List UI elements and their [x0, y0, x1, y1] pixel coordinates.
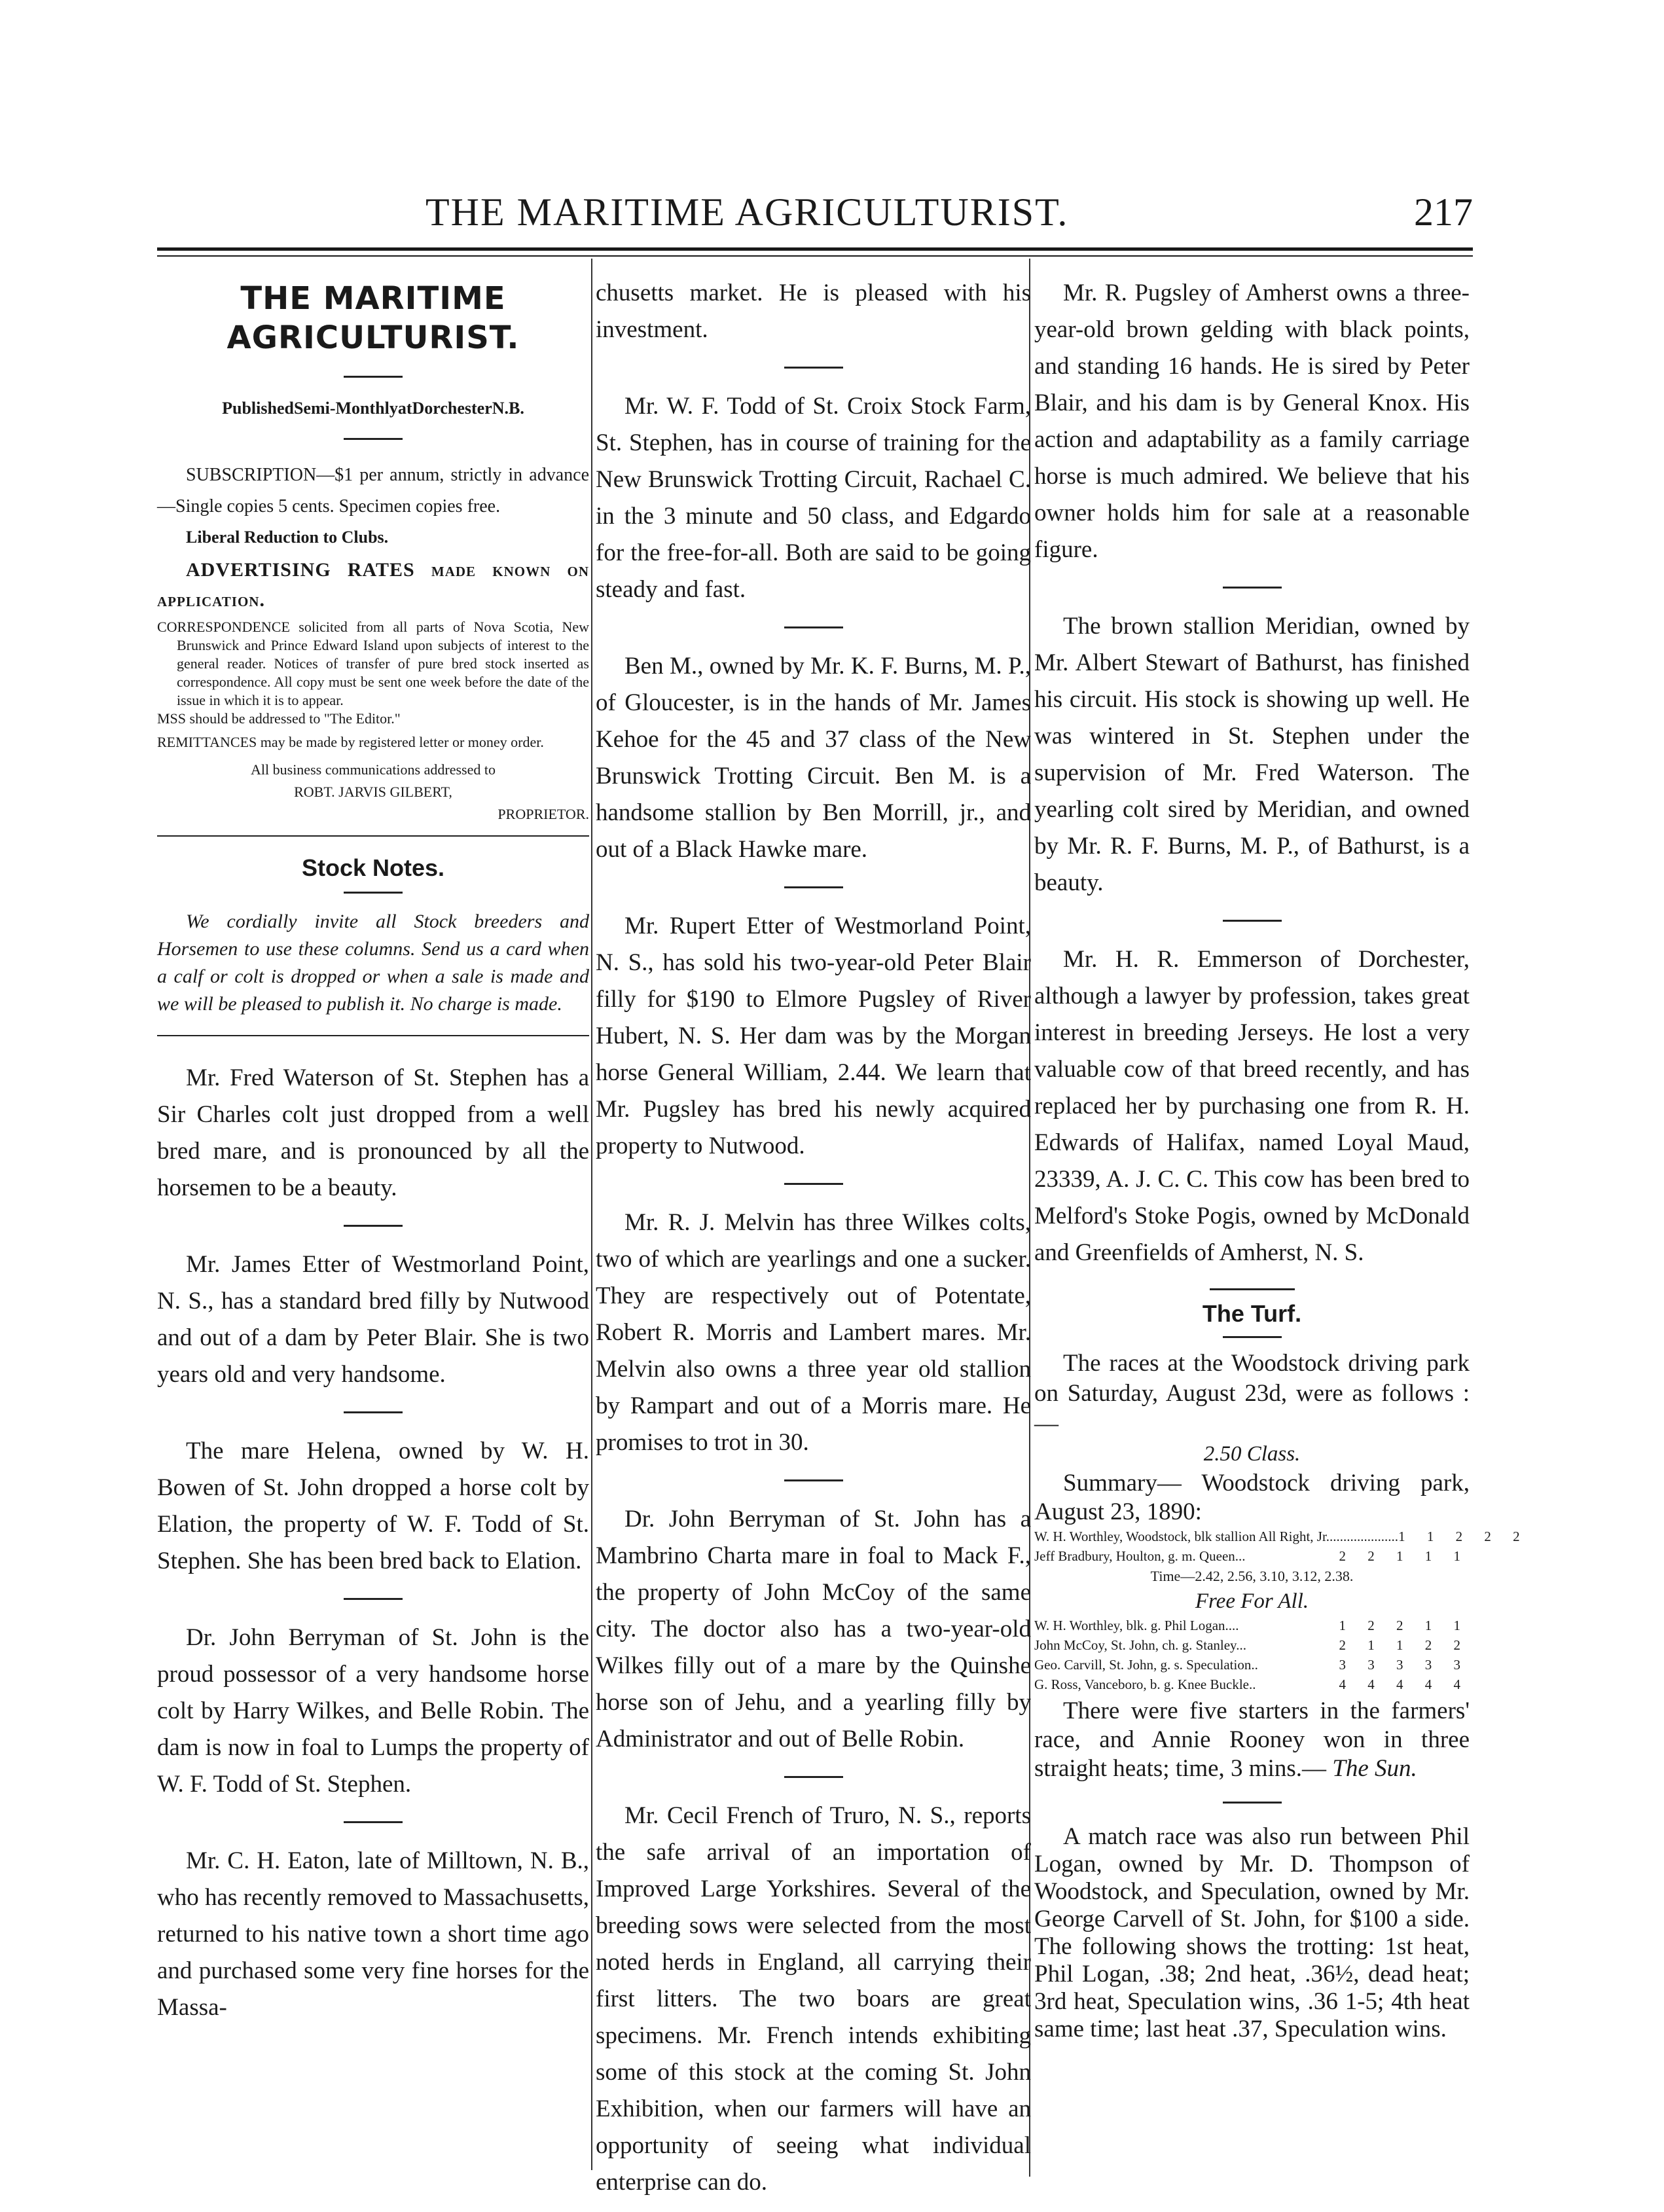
stock-notes-heading: Stock Notes.: [301, 854, 445, 881]
news-item: Mr. Fred Waterson of St. Stephen has a Sir Charles colt just dropped from a well bred mare, and is pronounced by all the horsemen to be a beauty.: [157, 1064, 589, 1201]
news-item-continued: chusetts market. He is pleased with his investment.: [596, 280, 1031, 343]
farmers-race-text: [1034, 1697, 1470, 1783]
running-head: [157, 190, 1473, 242]
divider: [344, 1598, 403, 1600]
subscription-text: SUBSCRIPTION—$1 per annum, strictly in advance—Single copies 5 cents. Specimen copies free.: [157, 465, 589, 517]
column-1: [157, 275, 589, 2026]
running-title: THE MARITIME AGRICULTURIST.: [425, 190, 1069, 234]
news-item: Mr. R. Pugsley of Amherst owns a three-year-old brown gelding with black points, and standing 16 hands. He is sired by Peter Blair, and his dam is by General Knox. His action and adaptability as a family carriage horse is much admired. We believe that his owner holds him for sale at a reasonable figure.: [1034, 280, 1470, 563]
divider: [344, 438, 403, 440]
news-item: Mr. C. H. Eaton, late of Milltown, N. B., who has recently removed to Massachusetts, returned to his native town a short time ago and purchased some very fine horses for the Massa-: [157, 1847, 589, 2021]
news-item: Mr. W. F. Todd of St. Croix Stock Farm, St. Stephen, has in course of training for the New Brunswick Trotting Circuit, Rachael C. in the 3 minute and 50 class, and Edgardo for the free-for-all. Both are said to be going steady and fast.: [596, 393, 1031, 603]
divider: [1223, 587, 1282, 589]
proprietor-title: PROPRIETOR.: [497, 806, 589, 822]
result-heats: 2 2 1 1 1: [1339, 1548, 1470, 1564]
divider: [344, 892, 403, 894]
news-item: Mr. H. R. Emmerson of Dorchester, although a lawyer by profession, takes great interest in breeding Jerseys. He lost a very valuable cow of that breed recently, and has replaced her by purchasing one from R. H. Edwards of Halifax, named Loyal Maud, 23339, A. J. C. C. This cow has been bred to Melford's Stoke Pogis, owned by McDonald and Greenfields of Amherst, N. S.: [1034, 946, 1470, 1266]
result-row: [1034, 1616, 1470, 1635]
page-number: 217: [1414, 190, 1473, 234]
column-3: [1034, 275, 1529, 2043]
divider: [344, 376, 403, 378]
header-rule-thin: [157, 255, 1473, 257]
section-rule: [157, 835, 589, 837]
news-item: Mr. Cecil French of Truro, N. S., reports the safe arrival of an importation of Improved Large Yorkshires. Several of the breeding sows were selected from the most noted herds in England, all carrying their first litters. The two boars are great specimens. Mr. French intends exhibiting some of this stock at the coming St. John Exhibition, when our farmers will have an opportunity of seeing what individual enterprise can do.: [596, 1802, 1031, 2196]
result-entrant: John McCoy, St. John, ch. g. Stanley...: [1034, 1637, 1246, 1653]
column-2: [596, 275, 1031, 2201]
divider: [344, 1821, 403, 1823]
race-times: Time—2.42, 2.56, 3.10, 3.12, 2.38.: [1150, 1568, 1354, 1584]
summary-line: Summary— Woodstock driving park, August 23, 1890:: [1034, 1470, 1470, 1525]
turf-intro: The races at the Woodstock driving park on Saturday, August 23d, were as follows :—: [1034, 1350, 1470, 1437]
result-entrant: Jeff Bradbury, Houlton, g. m. Queen...: [1034, 1548, 1246, 1564]
divider: [784, 1776, 843, 1778]
proprietor-name: ROBT. JARVIS GILBERT,: [294, 784, 452, 800]
divider: [784, 1479, 843, 1481]
farmers-race-source: The Sun.: [1332, 1755, 1417, 1782]
result-row: [1034, 1546, 1470, 1566]
news-item: Dr. John Berryman of St. John is the proud possessor of a very handsome horse colt by Harry Wilkes, and Belle Robin. The dam is now in foal to Lumps the property of W. F. Todd of St. Stephen.: [157, 1624, 589, 1798]
divider: [784, 1183, 843, 1185]
header-rule-thick: [157, 247, 1473, 251]
result-heats: 4 4 4 4 4: [1339, 1677, 1470, 1692]
divider: [1223, 1802, 1282, 1804]
result-heats: 2 1 1 2 2: [1339, 1637, 1470, 1653]
news-item: Mr. James Etter of Westmorland Point, N. S., has a standard bred filly by Nutwood and out of a dam by Peter Blair. She is two years old and very handsome.: [157, 1251, 589, 1388]
result-entrant: W. H. Worthley, blk. g. Phil Logan....: [1034, 1618, 1239, 1633]
result-entrant: Geo. Carvill, St. John, g. s. Speculation..: [1034, 1657, 1258, 1673]
divider: [344, 1411, 403, 1413]
result-row: [1034, 1675, 1470, 1694]
divider: [784, 886, 843, 888]
farmers-race-body: There were five starters in the farmers' race, and Annie Rooney won in three straight heats; time, 3 mins.—: [1034, 1697, 1470, 1782]
result-heats: 1 2 2 1 1: [1339, 1618, 1470, 1633]
result-heats: 1 1 2 2 2: [1398, 1529, 1529, 1544]
correspondence-text: CORRESPONDENCE solicited from all parts of Nova Scotia, New Brunswick and Prince Edward Island upon subjects of interest to the general reader. Notices of transfer of pure bred stock inserted as correspondence. All copy must be sent one week before the date of the issue in which it is to appear.: [157, 619, 589, 708]
result-row: [1034, 1655, 1470, 1675]
column-rule-1: [591, 259, 592, 2170]
news-item: The mare Helena, owned by W. H. Bowen of St. John dropped a horse colt by Elation, the property of W. F. Todd of St. Stephen. She has been bred back to Elation.: [157, 1438, 589, 1574]
news-item: Mr. R. J. Melvin has three Wilkes colts, two of which are yearlings and one a sucker. They are respectively out of Potentate, Robert R. Morris and Lambert mares. Mr. Melvin also owns a three year old stallion by Rampart and out of a Morris mare. He promises to trot in 30.: [596, 1209, 1031, 1456]
stock-notes-notice: We cordially invite all Stock breeders and Horsemen to use these columns. Send us a card when a calf or colt is dropped or when a sale is made and we will be pleased to publish it. No charge is made.: [157, 911, 589, 1015]
result-row: [1034, 1635, 1470, 1655]
result-heats: 3 3 3 3 3: [1339, 1657, 1470, 1673]
mss-text: MSS should be addressed to "The Editor.": [157, 710, 401, 727]
divider: [784, 626, 843, 628]
remittances-text: REMITTANCES may be made by registered letter or money order.: [157, 734, 544, 750]
divider: [1223, 920, 1282, 922]
published-line: PublishedSemi-MonthlyatDorchesterN.B.: [222, 399, 524, 418]
divider: [344, 1225, 403, 1227]
masthead-title: THE MARITIME AGRICULTURIST.: [226, 280, 520, 356]
divider: [1210, 1288, 1295, 1290]
news-item: Dr. John Berryman of St. John has a Mambrino Charta mare in foal to Mack F., the property of John McCoy of the same city. The doctor also has a two-year-old Wilkes filly out of a mare by the Quinshe horse son of Jehu, and a yearling filly by Administrator and out of Belle Robin.: [596, 1506, 1031, 1752]
match-race-text: A match race was also run between Phil Logan, owned by Mr. D. Thompson of Woodstock, and Speculation, owned by Mr. George Carvell of St. John, for $100 a side. The following shows the trotting: 1st heat, Phil Logan, .38; 2nd heat, .36½, dead heat; 3rd heat, Speculation wins, .36 1-5; 4th heat same time; last heat .37, Speculation wins.: [1034, 1823, 1470, 2042]
result-entrant: G. Ross, Vanceboro, b. g. Knee Buckle..: [1034, 1677, 1256, 1692]
result-row: [1034, 1527, 1529, 1546]
news-item: Mr. Rupert Etter of Westmorland Point, N. S., has sold his two-year-old Peter Blair filly for $190 to Elmore Pugsley of River Hubert, N. S. Her dam was by the Morgan horse General William, 2.44. We learn that Mr. Pugsley has bred his newly acquired property to Nutwood.: [596, 913, 1031, 1159]
news-item: The brown stallion Meridian, owned by Mr. Albert Stewart of Bathurst, has finished his circuit. His stock is showing up well. He was wintered in St. Stephen under the supervision of Mr. Fred Waterson. The yearling colt sired by Meridian, and owned by Mr. R. F. Burns, M. P., of Bathurst, is a beauty.: [1034, 613, 1470, 896]
class-heading: Free For All.: [1195, 1589, 1309, 1613]
turf-heading: The Turf.: [1202, 1300, 1302, 1327]
advertising-text: ADVERTISING RATES made known on application.: [157, 559, 589, 611]
divider: [1223, 1336, 1282, 1338]
section-rule: [157, 1035, 589, 1036]
divider: [784, 367, 843, 369]
business-text: All business communications addressed to: [251, 761, 496, 778]
news-item: Ben M., owned by Mr. K. F. Burns, M. P., of Gloucester, is in the hands of Mr. James Kehoe for the 45 and 37 class of the New Brunswick Trotting Circuit. Ben M. is a handsome stallion by Ben Morrill, jr., and out of a Black Hawke mare.: [596, 653, 1031, 863]
result-entrant: W. H. Worthley, Woodstock, blk stallion All Right, Jr.....................: [1034, 1529, 1399, 1544]
clubs-text: Liberal Reduction to Clubs.: [186, 528, 389, 547]
class-heading: 2.50 Class.: [1203, 1442, 1301, 1466]
